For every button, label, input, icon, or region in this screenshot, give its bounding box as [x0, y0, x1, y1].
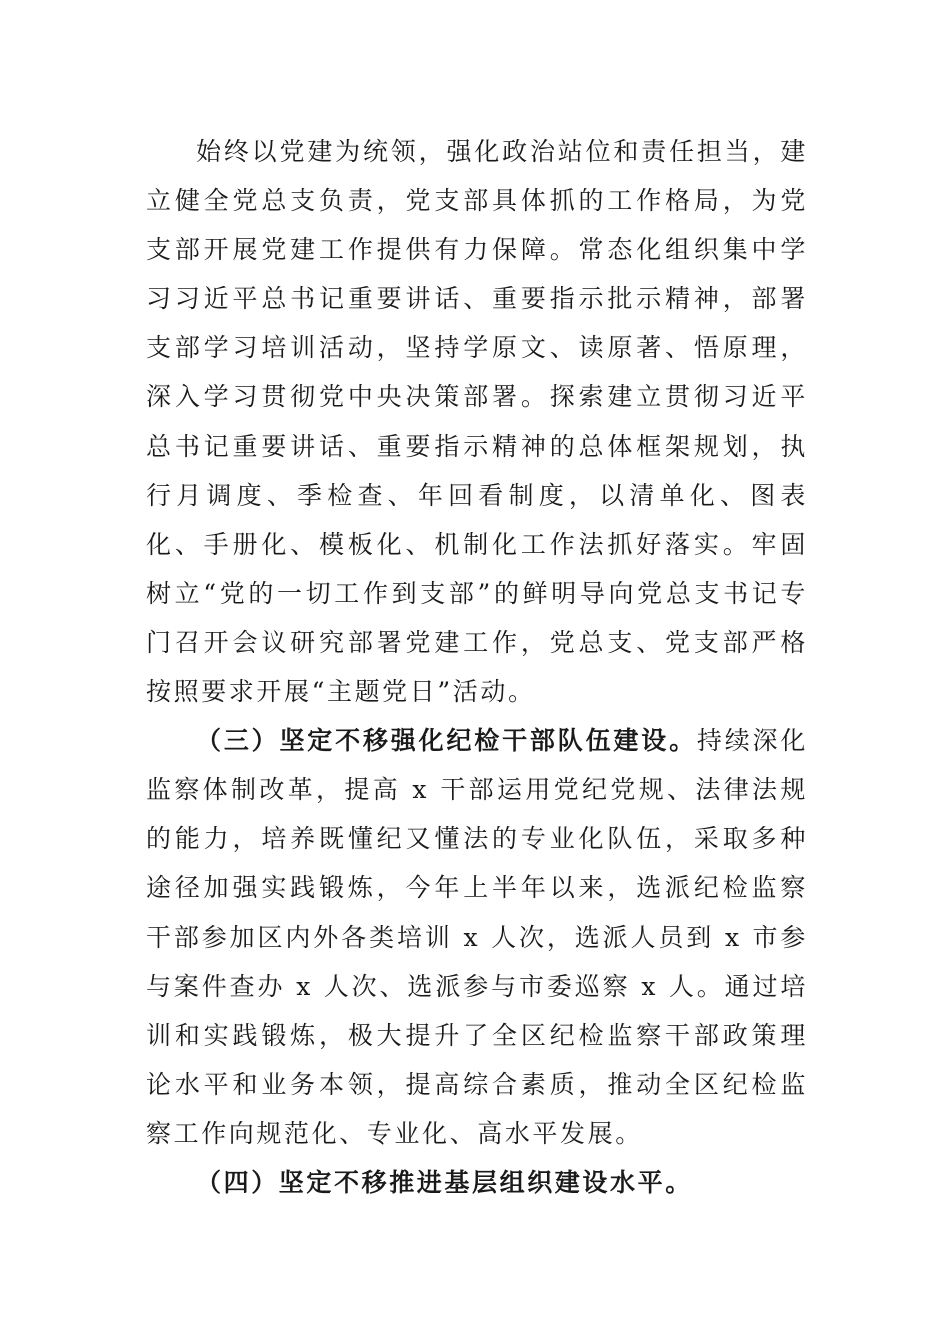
paragraph-party-building: 始终以党建为统领，强化政治站位和责任担当，建立健全党总支负责，党支部具体抓的工作格局，为党支部开展党建工作提供有力保障。常态化组织集中学习习近平总书记重要讲话、重要指示批示精神，部署支部学习培训活动，坚持学原文、读原著、悟原理，深入学习贯彻党中央决策部署。探索建立贯彻习近平总书记重要讲话、重要指示精神的总体框架规划，执行月调度、季检查、年回看制度，以清单化、图表化、手册化、模板化、机制化工作法抓好落实。牢固树立“党的一切工作到支部”的鲜明导向党总支书记专门召开会议研究部署党建工作，党总支、党支部严格按照要求开展“主题党日”活动。	[146, 137, 808, 707]
section-3-paragraph	[146, 716, 808, 1158]
section-3-body: 持续深化监察体制改革，提高 x 干部运用党纪党规、法律法规的能力，培养既懂纪又懂法的专业化队伍，采取多种途径加强实践锻炼，今年上半年以来，选派纪检监察干部参加区内外各类培训 x 人次，选派人员到 x 市参与案件查办 x 人次、选派参与市委巡察 x 人。通过培训和实践锻炼，极大提升了全区纪检监察干部政策理论水平和业务本领，提高综合素质，推动全区纪检监察工作向规范化、专业化、高水平发展。	[146, 726, 808, 1148]
section-4-heading: （四）坚定不移推进基层组织建设水平。	[196, 1167, 693, 1197]
section-4-paragraph	[146, 1158, 808, 1207]
document-body	[146, 127, 808, 1207]
section-3-heading: （三）坚定不移强化纪检干部队伍建设。	[196, 726, 697, 756]
